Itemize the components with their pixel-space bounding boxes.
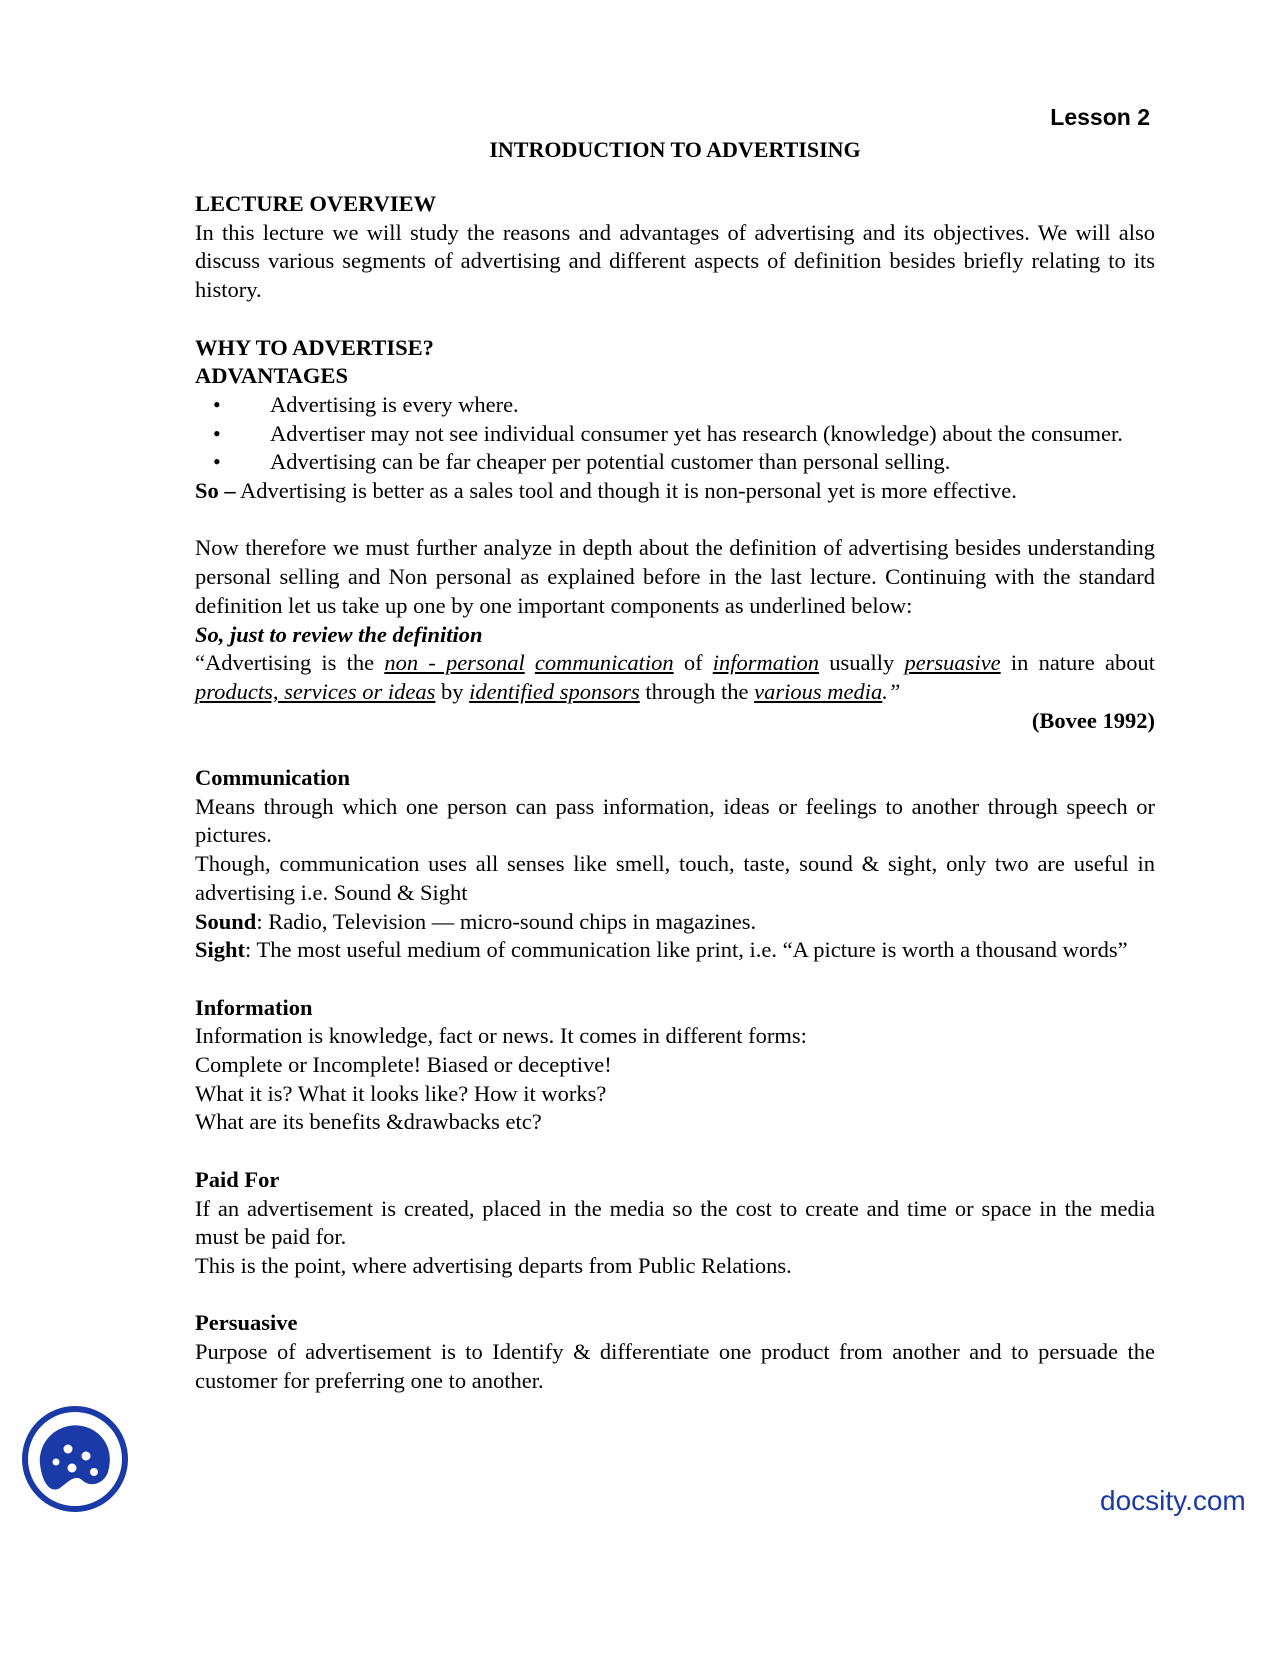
list-item: • Advertising is every where. [195,391,1155,420]
underlined-term: communication [534,650,674,676]
sound-label: Sound [195,908,257,934]
persuasive-heading: Persuasive [195,1310,298,1336]
information-line: What it is? What it looks like? How it works? [195,1080,607,1106]
communication-text-2: Though, communication uses all senses like smell, touch, taste, sound & sight, only two are useful in advertising i.e. Sound & Sight [195,851,1155,905]
underlined-term: non - personal [384,650,525,676]
information-line: Complete or Incomplete! Biased or deceptive! [195,1052,612,1078]
review-heading: So, just to review the definition [195,621,483,647]
overview-text: In this lecture we will study the reasons and advantages of advertising and its objectives. We will also discuss various segments of advertising and different aspects of definition besides briefly relating to its history. [195,219,1155,303]
persuasive-text: Purpose of advertisement is to Identify & differentiate one product from another and to persuade the customer for preferring one to another. [195,1339,1155,1393]
underlined-term: products, services or ideas [195,678,436,704]
definition-quote: “Advertising is the non - personal communication of information usually persuasive in nature about products, services or ideas by identified sponsors through the various media.” [195,650,1155,704]
paid-text-2: This is the point, where advertising departs from Public Relations. [195,1252,792,1278]
analysis-text: Now therefore we must further analyze in depth about the definition of advertising besides understanding personal selling and Non personal as explained before in the last lecture. Continuing with the standard definition let us take up one by one important components as underlined below: [195,535,1155,618]
sight-line: Sight: The most useful medium of communication like print, i.e. “A picture is worth a thousand words” [195,937,1128,963]
docsity-brand[interactable]: docsity.com [1100,1485,1246,1516]
list-item: • Advertiser may not see individual consumer yet has research (knowledge) about the consumer. [195,420,1155,449]
overview-heading: LECTURE OVERVIEW [195,191,437,216]
why-heading: WHY TO ADVERTISE? [195,334,434,360]
advantages-list [195,391,1155,477]
information-line: Information is knowledge, fact or news. It comes in different forms: [195,1023,807,1049]
underlined-term: various media [754,678,883,704]
communication-text-1: Means through which one person can pass information, ideas or feelings to another through speech or pictures. [195,793,1155,848]
underlined-term: persuasive [904,650,1001,676]
advantages-heading: ADVANTAGES [195,363,348,389]
docsity-logo-icon [20,1404,130,1514]
underlined-term: information [712,650,820,676]
sound-line: Sound: Radio, Television — micro-sound chips in magazines. [195,908,757,934]
list-item: • Advertising can be far cheaper per potential customer than personal selling. [195,448,1155,477]
so-statement [195,477,1155,506]
page-title: INTRODUCTION TO ADVERTISING [489,137,861,162]
information-line: What are its benefits &drawbacks etc? [195,1109,542,1135]
document-body [195,190,1155,1395]
paid-text-1: If an advertisement is created, placed in the media so the cost to create and time or space in the media must be paid for. [195,1195,1155,1250]
lesson-label: Lesson 2 [1050,104,1150,130]
underlined-term: identified sponsors [469,678,640,704]
paid-heading: Paid For [195,1166,280,1192]
information-heading: Information [195,994,313,1020]
so-text: Advertising is better as a sales tool and though it is non-personal yet is more effective. [235,478,1017,504]
so-label: So – [195,478,236,504]
citation: (Bovee 1992) [1031,707,1155,733]
sight-label: Sight [195,937,246,963]
communication-heading: Communication [195,765,351,791]
